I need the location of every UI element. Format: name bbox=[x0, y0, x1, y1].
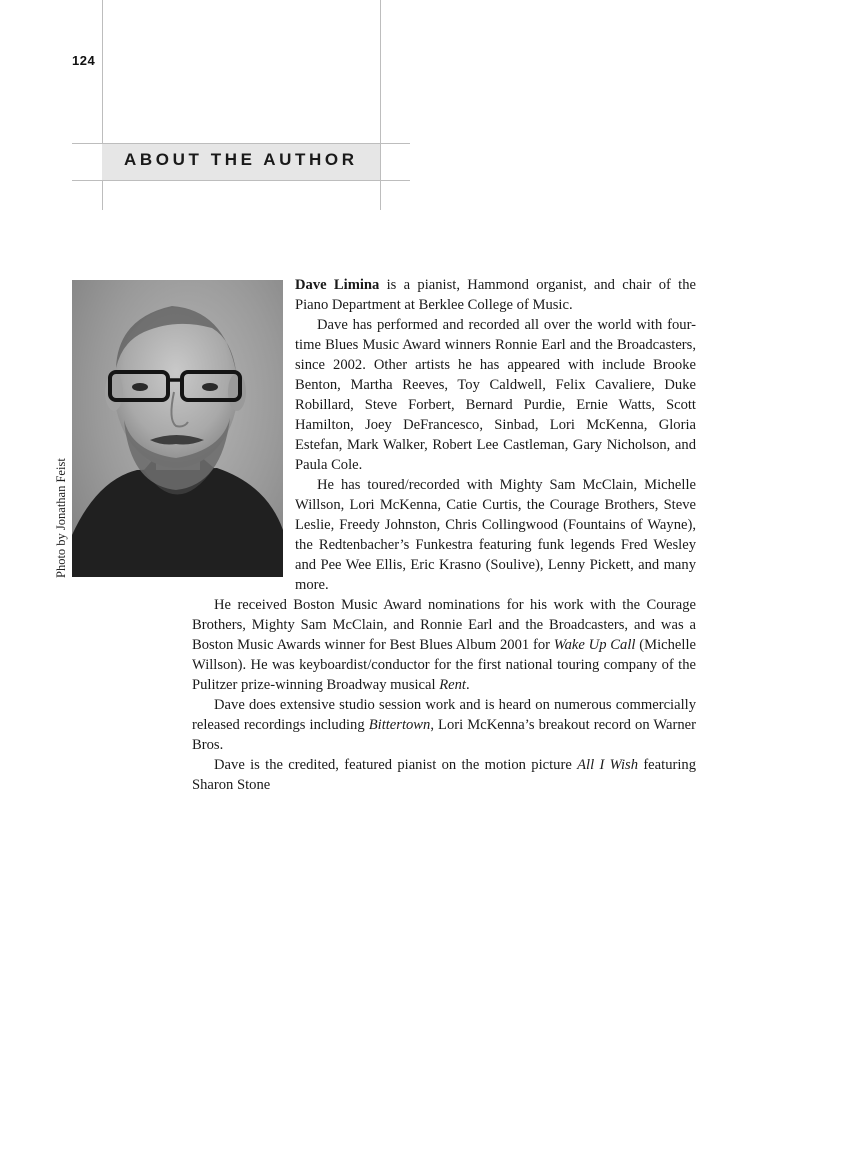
author-photo bbox=[72, 280, 283, 577]
bio-paragraph-4-text-b: (Michelle Willson). He was keyboardist/conductor for the first national touring company of the Pulitzer prize-winning Broadway musical bbox=[192, 637, 696, 693]
section-heading: ABOUT THE AUTHOR bbox=[124, 150, 358, 169]
bio-paragraph-4-text-a: He received Boston Music Award nominations for his work with the Courage Brothers, Mighty Sam McClain, and Ronnie Earl and the Broadcasters, and was a Boston Music Awards winner for Best Blues Album 2001 for bbox=[192, 597, 696, 653]
bio-paragraph-5-text-b: , Lori McKenna’s breakout record on Warner Bros. bbox=[192, 717, 697, 753]
bio-paragraph-6-text-a: Dave is the credited, featured pianist on the motion picture bbox=[214, 757, 578, 773]
page-number: 124 bbox=[72, 53, 96, 68]
author-name: Dave Limina bbox=[295, 277, 380, 293]
photo-credit: Photo by Jonathan Feist bbox=[54, 458, 68, 578]
album-title: Wake Up Call bbox=[553, 637, 636, 653]
frame-line-bottom bbox=[72, 180, 410, 181]
bio-paragraph-2: Dave has performed and recorded all over the world with four-time Blues Music Award winners Ronnie Earl and the Broadcasters, since 2002. Other artists he has appeared with include Brooke Benton, Martha Reeves, Toy Caldwell, Felix Cavaliere, Duke Robillard, Steve Forbert, Bernard Purdie, Ernie Watts, Scott Hamilton, Joey DeFrancesco, Sinbad, Lori McKenna, Gloria Estefan, Mark Walker, Robert Lee Castleman, Gary Nicholson, and Paula Cole. bbox=[295, 317, 696, 473]
bio-paragraph-4 bbox=[192, 595, 696, 695]
bio-paragraph-3: He has toured/recorded with Mighty Sam McClain, Michelle Willson, Lori McKenna, Catie Curtis, the Courage Brothers, Steve Leslie, Freedy Johnston, Chris Collingwood (Fountains of Wayne), the Redtenbacher’s Funkestra featuring funk legends Fred Wesley and Pee Wee Ellis, Eric Krasno (Soulive), Lenny Pickett, and many more. bbox=[295, 477, 696, 593]
bio-paragraph-4-text-c: . bbox=[465, 677, 470, 693]
film-title: All I Wish bbox=[577, 757, 639, 773]
bio-paragraph-6 bbox=[192, 755, 696, 795]
bio-paragraph-6-text-b: featuring Sharon Stone bbox=[192, 757, 697, 793]
frame-line-right bbox=[380, 0, 381, 210]
bio-paragraph-1 bbox=[295, 275, 696, 315]
author-portrait-illustration bbox=[72, 280, 283, 577]
musical-title: Rent bbox=[439, 677, 466, 693]
bio-paragraph-5-text-a: Dave does extensive studio session work and is heard on numerous commercially released recordings including bbox=[192, 697, 696, 733]
bio-paragraph-1-text: is a pianist, Hammond organist, and chair of the Piano Department at Berklee College of Music. bbox=[295, 277, 696, 313]
record-title: Bittertown bbox=[368, 717, 431, 733]
bio-paragraph-5 bbox=[192, 695, 696, 755]
frame-line-top bbox=[72, 143, 410, 144]
